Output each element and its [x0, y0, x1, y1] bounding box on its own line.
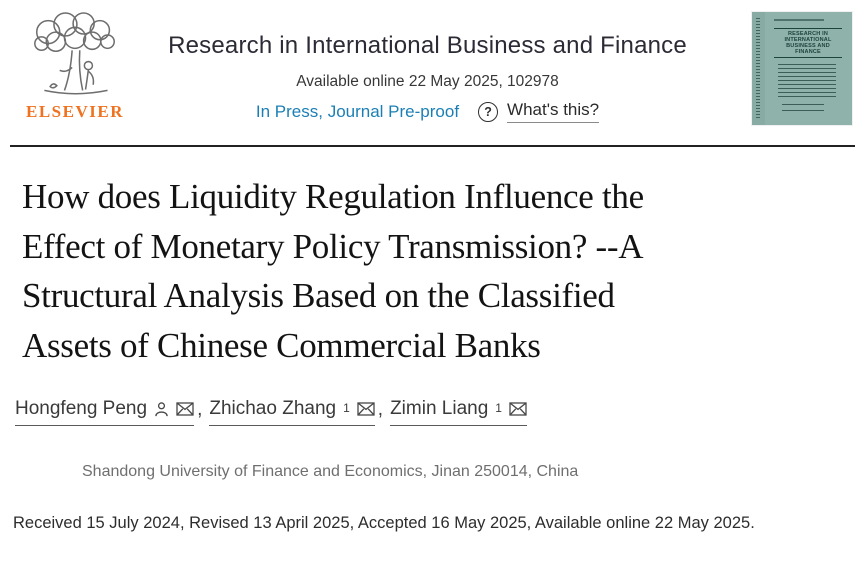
- author-list: [15, 398, 527, 426]
- author-name: Hongfeng Peng: [15, 398, 148, 419]
- author-affiliation-sup: 1: [343, 401, 350, 415]
- inpress-link[interactable]: In Press, Journal Pre-proof: [255, 101, 460, 121]
- elsevier-tree-icon: [27, 12, 123, 100]
- cover-title: RESEARCH IN INTERNATIONAL BUSINESS AND FINANCE: [784, 31, 832, 55]
- article-title-line: Assets of Chinese Commercial Banks: [22, 325, 541, 365]
- author-link-hongfeng-peng[interactable]: [15, 398, 194, 426]
- elsevier-logo[interactable]: [25, 12, 125, 122]
- cover-volume-line: [774, 19, 824, 21]
- affiliation-text: Shandong University of Finance and Economics, Jinan 250014, China: [82, 463, 579, 480]
- availability-text: Available online 22 May 2025, 102978: [296, 73, 559, 90]
- article-title-line: Effect of Monetary Policy Transmission? --A: [22, 226, 644, 266]
- author-name: Zhichao Zhang: [209, 398, 337, 419]
- article-title-line: Structural Analysis Based on the Classified: [22, 276, 615, 315]
- header-divider: [10, 145, 855, 147]
- elsevier-wordmark: ELSEVIER: [26, 102, 124, 121]
- author-link-zhichao-zhang[interactable]: [209, 398, 374, 426]
- envelope-icon[interactable]: [176, 402, 194, 416]
- envelope-icon[interactable]: [509, 402, 527, 416]
- journal-header: [128, 32, 727, 123]
- journal-title: Research in International Business and Finance: [168, 32, 687, 59]
- author-link-zimin-liang[interactable]: [390, 398, 527, 426]
- cover-contents-lines: [778, 64, 836, 98]
- cover-spine: [752, 12, 765, 125]
- article-title-line: How does Liquidity Regulation Influence the: [22, 177, 644, 216]
- inpress-row: [128, 100, 727, 123]
- author-affiliation-sup: 1: [495, 401, 502, 415]
- article-title: [22, 172, 842, 370]
- author-name: Zimin Liang: [390, 398, 489, 419]
- article-dates: Received 15 July 2024, Revised 13 April 2025, Accepted 16 May 2025, Available online 22 May 2025.: [13, 514, 755, 532]
- question-mark-icon[interactable]: ?: [478, 102, 498, 122]
- whats-this-link[interactable]: What's this?: [507, 100, 599, 123]
- cover-footer-line: [782, 104, 824, 111]
- cover-title-box: [774, 28, 842, 58]
- cover-spine-text: [756, 18, 760, 119]
- author-separator: ,: [197, 399, 203, 420]
- author-separator: ,: [377, 399, 384, 420]
- journal-cover-thumbnail[interactable]: [752, 12, 852, 125]
- envelope-icon[interactable]: [357, 402, 375, 416]
- person-icon: [154, 401, 169, 418]
